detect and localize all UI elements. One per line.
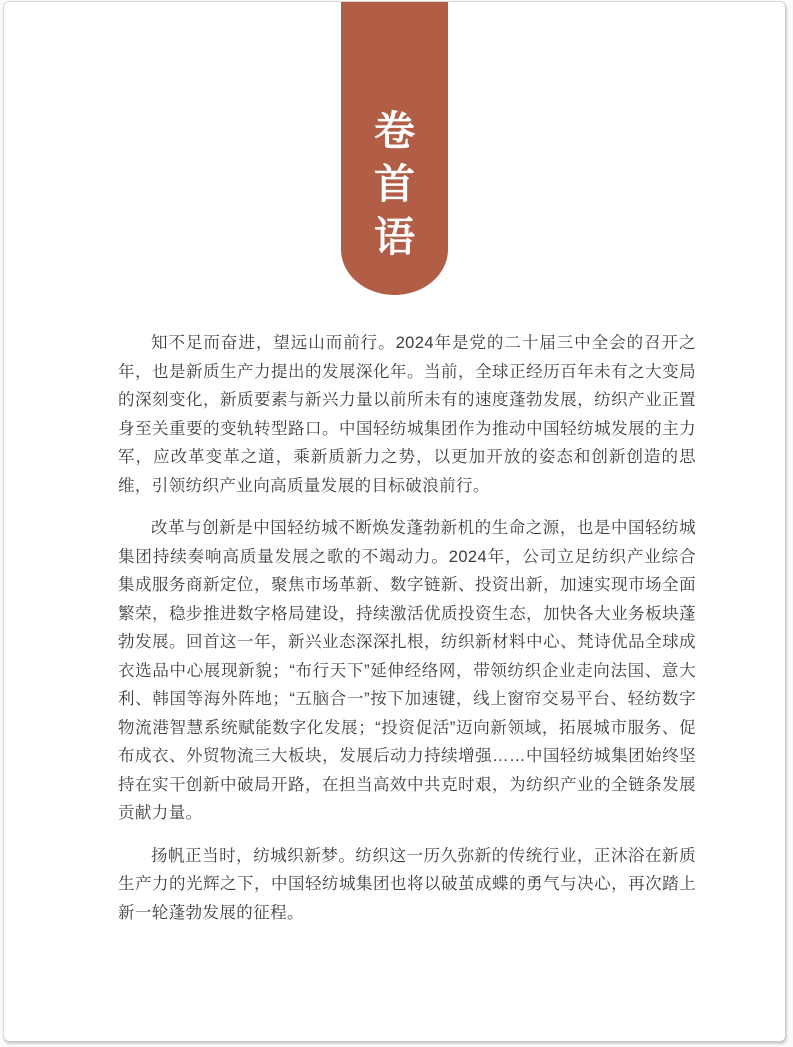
document-page	[3, 1, 786, 1042]
foreword-paragraph-2: 改革与创新是中国轻纺城不断焕发蓬勃新机的生命之源，也是中国轻纺城集团持续奏响高质量发展之歌的不竭动力。2024年，公司立足纺织产业综合集成服务商新定位，聚焦市场革新、数字链新、投资出新，加速实现市场全面繁荣，稳步推进数字格局建设，持续激活优质投资生态，加快各大业务板块蓬勃发展。回首这一年，新兴业态深深扎根，纺织新材料中心、梵诗优品全球成衣选品中心展现新貌；“布行天下”延伸经络网，带领纺织企业走向法国、意大利、韩国等海外阵地；“五脑合一”按下加速键，线上窗帘交易平台、轻纺数字物流港智慧系统赋能数字化发展；“投资促活”迈向新领域，拓展城市服务、促布成衣、外贸物流三大板块，发展后动力持续增强……中国轻纺城集团始终坚持在实干创新中破局开路，在担当高效中共克时艰，为纺织产业的全链条发展贡献力量。	[118, 519, 696, 822]
ribbon-title-char-2: 首	[374, 160, 415, 209]
foreword-ribbon	[341, 2, 448, 295]
foreword-body	[118, 329, 696, 927]
foreword-paragraph-3: 扬帆正当时，纺城织新梦。纺织这一历久弥新的传统行业，正沐浴在新质生产力的光辉之下，中国轻纺城集团也将以破茧成蝶的勇气与决心，再次踏上新一轮蓬勃发展的征程。	[118, 846, 696, 922]
ribbon-title-char-1: 卷	[374, 107, 415, 156]
foreword-paragraph-1: 知不足而奋进，望远山而前行。2024年是党的二十届三中全会的召开之年，也是新质生产力提出的发展深化年。当前，全球正经历百年未有之大变局的深刻变化，新质要素与新兴力量以前所未有的速度蓬勃发展，纺织产业正置身至关重要的变轨转型路口。中国轻纺城集团作为推动中国轻纺城发展的主力军，应改革变革之道，乘新质新力之势，以更加开放的姿态和创新创造的思维，引领纺织产业向高质量发展的目标破浪前行。	[118, 334, 696, 495]
ribbon-title-char-3: 语	[374, 213, 415, 262]
